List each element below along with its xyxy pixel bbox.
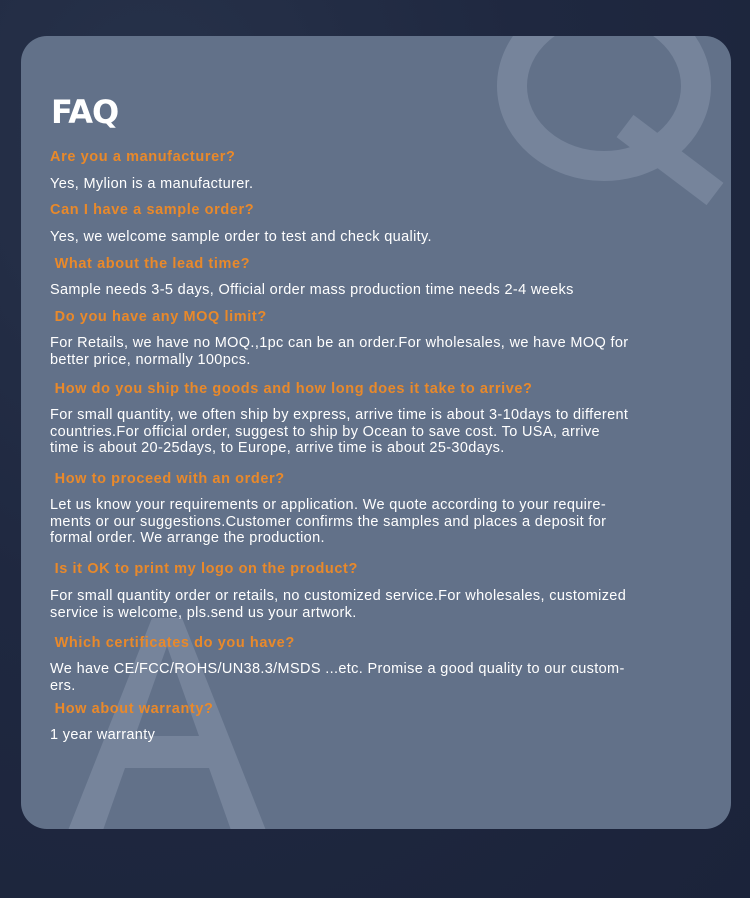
faq-question-shipping: How do you ship the goods and how long does it take to arrive? (50, 381, 533, 397)
faq-question-logo-printing: Is it OK to print my logo on the product? (50, 561, 358, 577)
faq-answer-warranty: 1 year warranty (50, 727, 156, 743)
faq-answer-order-process: Let us know your requirements or application. We quote according to your require- ments or our suggestions.Customer confirms the samples and places a deposit for formal order. We arrange the production. (50, 497, 607, 546)
faq-answer-certificates: We have CE/FCC/ROHS/UN38.3/MSDS ...etc. Promise a good quality to our custom- ers. (50, 661, 625, 694)
faq-question-sample-order: Can I have a sample order? (50, 202, 255, 218)
faq-question-manufacturer: Are you a manufacturer? (50, 149, 236, 165)
faq-answer-lead-time: Sample needs 3-5 days, Official order mass production time needs 2-4 weeks (50, 282, 574, 298)
faq-question-warranty: How about warranty? (50, 701, 214, 717)
faq-answer-manufacturer: Yes, Mylion is a manufacturer. (50, 176, 254, 192)
q-watermark-icon (487, 36, 731, 236)
faq-question-moq: Do you have any MOQ limit? (50, 309, 267, 325)
faq-question-lead-time: What about the lead time? (50, 256, 251, 272)
faq-answer-shipping: For small quantity, we often ship by express, arrive time is about 3-10days to different countries.For official order, suggest to ship by Ocean to save cost. To USA, arrive time is about 20-25days, to Europe, arrive time is about 25-30days. (50, 407, 629, 456)
page-title: FAQ (51, 93, 119, 131)
faq-answer-moq: For Retails, we have no MOQ.,1pc can be an order.For wholesales, we have MOQ for better price, normally 100pcs. (50, 335, 629, 368)
faq-answer-sample-order: Yes, we welcome sample order to test and check quality. (50, 229, 432, 245)
faq-question-certificates: Which certificates do you have? (50, 635, 295, 651)
faq-question-order-process: How to proceed with an order? (50, 471, 285, 487)
faq-card (21, 36, 731, 829)
faq-answer-logo-printing: For small quantity order or retails, no customized service.For wholesales, customized service is welcome, pls.send us your artwork. (50, 588, 627, 621)
